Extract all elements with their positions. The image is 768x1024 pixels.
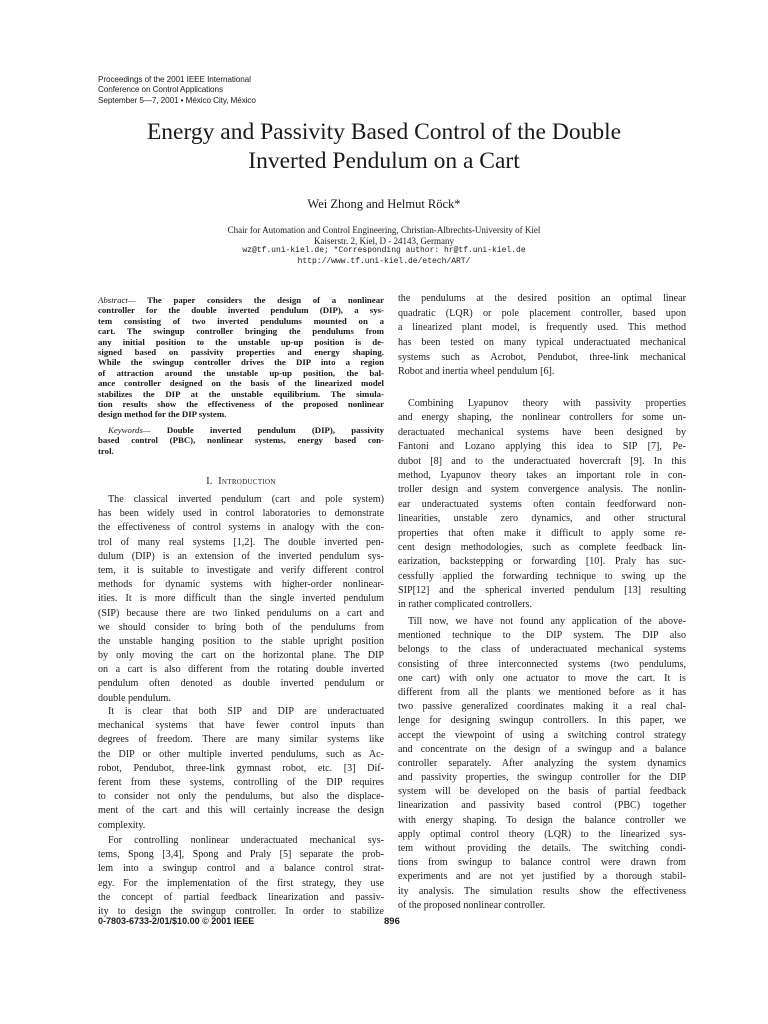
text-line: For controlling nonlinear underactuated mechanical sys- [108, 835, 384, 846]
affiliation-line: Kaiserstr. 2, Kiel, D - 24143, Germany [314, 235, 454, 246]
text-line: the DIP or other multiple inverted pendulums, such as Ac- [98, 748, 384, 760]
text-line: tems, Spong [3,4], Spong and Praly [5] separate the prob- [98, 849, 384, 861]
text-line: degrees of freedom. There are many similar systems like [98, 734, 384, 746]
text-line: on a cart is also different from the rotating double inverted [98, 664, 384, 676]
text-line: has been tested on many typical underactuated mechanical [398, 337, 686, 349]
text-line: the unstable hanging position to the stable upright position [98, 635, 384, 647]
text-line: ity to design the swingup controller. In order to stabilize [98, 905, 384, 917]
email-line: wz@tf.uni-kiel.de; *Corresponding author: hr@tf.uni-kiel.de [242, 246, 526, 256]
text-line: (SIP) because there are two linked pendulums on a cart and [98, 607, 384, 619]
text-line: the effectiveness of control systems in analogy with the con- [98, 522, 384, 534]
text-line: egy. For the implementation of the first strategy, they use [98, 877, 384, 889]
title-line: Inverted Pendulum on a Cart [248, 148, 520, 174]
text-line: ities. It is more difficult than the single inverted pendulum [98, 593, 384, 605]
text-line: systems such as Acrobot, Pendubot, three-link mechanical [398, 351, 686, 363]
text-line: troller design and system convergence analysis. The nonlin- [398, 484, 686, 496]
text-line: ment of the cart and this will certainly increase the design [98, 805, 384, 817]
keywords [98, 425, 384, 456]
text-line: Till now, we have not found any application of the above- [408, 616, 686, 627]
text-line: cessfully applied the forwarding technique to swing up the [398, 570, 686, 582]
affiliation-line: Chair for Automation and Control Engineering, Christian-Albrechts-University of Kiel [227, 225, 541, 235]
text-line: experiments and are not yet justified by a thorough stabil- [398, 871, 686, 883]
conference-info [98, 75, 256, 106]
text-line: Combining Lyapunov theory with passivity properties [408, 398, 686, 409]
right-paragraph-1 [398, 292, 686, 380]
keywords-lead: Keywords— [108, 425, 151, 435]
keywords-line: trol. [98, 445, 114, 456]
abstract-line: of attraction around the unstable up-up position, the bal- [98, 367, 384, 378]
left-column [98, 295, 384, 917]
intro-paragraph-3 [98, 834, 384, 919]
abstract-lead: Abstract— [98, 295, 136, 305]
intro-paragraph-2 [98, 705, 384, 833]
text-line: mechanical systems that have fewer control inputs than [98, 720, 384, 732]
text-line: consisting of three interconnected systems (two pendulums, [398, 658, 686, 670]
text-line: properties that often make it difficult to apply some re- [398, 527, 686, 539]
right-column [398, 292, 686, 912]
text-line: by only moving the cart on the horizontal plane. The DIP [98, 650, 384, 662]
abstract-line: tem consisting of two inverted pendulums mounted on a [98, 315, 384, 326]
text-line: tem without providing the details. The switching condi- [398, 843, 686, 854]
abstract-line: controller for the double inverted pendulum (DIP), a sys- [98, 305, 384, 316]
url-line: http://www.tf.uni-kiel.de/etech/ART/ [297, 256, 471, 266]
text-line: the concept of partial feedback linearization and passiv- [98, 891, 384, 903]
text-line: tions from swingup to balance control were drawn from [398, 857, 686, 869]
abstract-line: tion results show the effectiveness of the proposed nonlinear [98, 398, 384, 409]
text-line: The classical inverted pendulum (cart and pole system) [108, 494, 384, 505]
text-line: trol of many real systems [1,2]. The double inverted pen- [98, 536, 384, 548]
paper-title [60, 118, 708, 176]
intro-paragraph-1 [98, 493, 384, 706]
text-line: deractuated mechanical systems have been designed by [398, 426, 686, 438]
abstract-line: The paper considers the design of a nonlinear [135, 295, 384, 305]
text-line: one cart) with only one actuator to move the cart. It is [398, 672, 686, 684]
text-line: lem into a swingup control and a balance control strat- [98, 863, 384, 875]
text-line: earization, backstepping or forwarding [10]. Praly has suc- [398, 556, 686, 568]
authors: Wei Zhong and Helmut Röck* [307, 197, 461, 211]
text-line: to consider not only the pendulums, but also the displace- [98, 791, 384, 803]
abstract-line: ance controller designed on the basis of the linearized model [98, 378, 384, 389]
abstract-line: any initial position to the unstable up-up position is de- [98, 336, 384, 347]
abstract-line: stabilizes the DIP at the unstable equilibrium. The simula- [98, 388, 384, 399]
right-paragraph-3 [398, 615, 686, 913]
title-line: Energy and Passivity Based Control of the Double [146, 119, 622, 145]
text-line: a linearized plant model, is frequently used. This method [398, 322, 686, 334]
text-line: two passive generalized coordinates making it a real chal- [398, 701, 686, 713]
text-line: of the proposed nonlinear controller. [398, 899, 546, 911]
conference-line: Conference on Control Applications [98, 85, 223, 95]
text-line: accept the viewpoint of using a switching control strategy [398, 729, 686, 741]
abstract [98, 295, 384, 420]
text-line: dulum (DIP) is an extension of the inverted pendulum sys- [98, 550, 384, 562]
text-line: and passivity properties, the swingup controller for the DIP [398, 772, 686, 784]
page-number: 896 [384, 916, 400, 927]
text-line: quadratic (LQR) or pole placement controller, based upon [398, 307, 686, 319]
keywords-line: based control (PBC), nonlinear systems, energy based con- [98, 435, 384, 446]
text-line: linearities, unstable zero dynamics, and other structural [398, 513, 686, 525]
conference-line: September 5—7, 2001 • México City, México [98, 95, 256, 105]
conference-line: Proceedings of the 2001 IEEE International [98, 75, 251, 84]
text-line: dubot [8] and to the underactuated hovercraft [9]. In this [398, 455, 686, 467]
text-line: Robot and inertia wheel pendulum [6]. [398, 366, 555, 378]
text-line: ear underactuated systems often contain feedforward non- [398, 498, 686, 510]
copyright-notice: 0-7803-6733-2/01/$10.00 © 2001 IEEE [98, 916, 255, 926]
text-line: system will be developed on the basis of partial feedback [398, 786, 686, 798]
text-line: ferent from these systems, controlling of the DIP requires [98, 776, 384, 788]
text-line: has been widely used in control laboratories to demonstrate [98, 508, 384, 520]
text-line: cent design methodologies, such as complete feedback lin- [398, 541, 686, 553]
text-line: complexity. [98, 819, 146, 831]
keywords-line: Double inverted pendulum (DIP), passivity [150, 425, 384, 435]
text-line: mentioned technique to the DIP system. The DIP also [398, 630, 686, 642]
text-line: different from all the plants we mentioned before as it has [398, 686, 686, 698]
affiliation [150, 225, 618, 267]
abstract-line: signed based on passivity properties and energy shaping. [98, 346, 384, 357]
text-line: SIP[12] and the spherical inverted pendulum [13] resulting [398, 585, 686, 597]
text-line: controller separately. After analyzing the system dynamics [398, 757, 686, 769]
text-line: ity analysis. The simulation results show the effectiveness [398, 885, 686, 897]
text-line: the pendulums at the desired position an optimal linear [398, 293, 686, 304]
text-line: pendulum often denoted as double inverted pendulum or [98, 678, 384, 690]
text-line: and energy shaping, the nonlinear controllers for some un- [398, 412, 686, 424]
section-heading [98, 476, 384, 487]
text-line: we should consider to bring both of the pendulums from [98, 621, 384, 633]
text-line: robot, Pendubot, three-link gymnast robot, etc. [3] Dif- [98, 762, 384, 774]
text-line: and concentrate on the design of a swingup and a balance [398, 743, 686, 755]
abstract-line: While the swingup controller drives the DIP into a region [98, 357, 384, 368]
text-line: It is clear that both SIP and DIP are underactuated [108, 706, 384, 717]
section-number: I. [206, 476, 213, 487]
abstract-line: design method for the DIP system. [98, 409, 227, 420]
text-line: method, Lyapunov theory takes an important role in con- [398, 469, 686, 481]
text-line: apply optimal control theory (LQR) to the linearized sys- [398, 828, 686, 840]
section-title: Introduction [218, 476, 276, 487]
text-line: in rather complicated controllers. [398, 599, 532, 611]
abstract-line: cart. The swingup controller bringing the pendulums from [98, 326, 384, 337]
text-line: with energy shaping. To design the balance controller we [398, 814, 686, 826]
text-line: lenge for designing swingup controllers. In this paper, we [398, 715, 686, 727]
text-line: double pendulum. [98, 692, 171, 704]
right-paragraph-2 [398, 397, 686, 613]
text-line: belongs to the class of underactuated mechanical systems [398, 644, 686, 656]
text-line: methods for dynamic systems with higher-order nonlinear- [98, 579, 384, 591]
text-line: tem, it is suitable to investigate and verify different control [98, 564, 384, 576]
text-line: linearization and passivity based control (PBC) together [398, 800, 686, 812]
text-line: Fantoni and Lozano applying this idea to SIP [7], Pe- [398, 441, 686, 453]
